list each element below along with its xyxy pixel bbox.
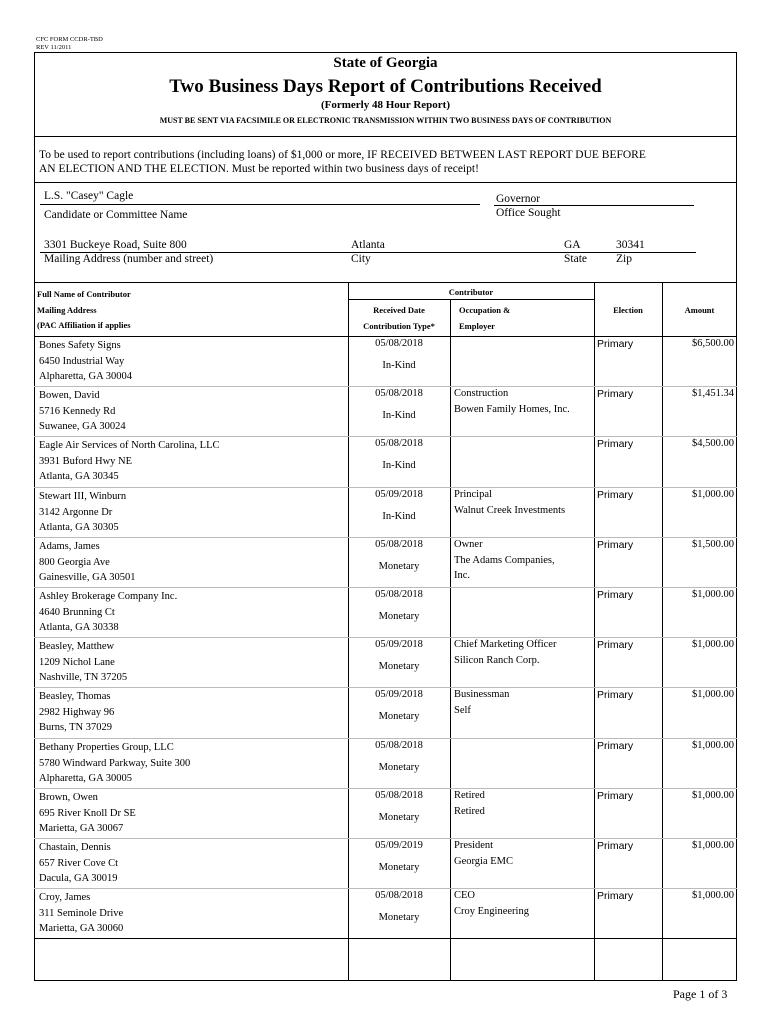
- col-contribution-type-header: Contribution Type*: [363, 321, 435, 331]
- received-date: 05/09/2018: [375, 488, 423, 500]
- contributor-name: Bowen, David: [39, 390, 100, 402]
- col-contributor-name-header: Full Name of Contributor: [37, 289, 131, 299]
- contributor-city: Marietta, GA 30060: [39, 923, 124, 935]
- form-title: Two Business Days Report of Contributions Received: [169, 76, 602, 97]
- occupation: Owner: [454, 538, 483, 550]
- col-election-header: Election: [613, 305, 643, 315]
- election: Primary: [597, 338, 634, 350]
- election: Primary: [597, 388, 634, 401]
- contributor-city: Atlanta, GA 30305: [39, 521, 119, 533]
- city: Atlanta: [351, 239, 385, 251]
- divider: [348, 299, 594, 300]
- contributor-address: 6450 Industrial Way: [39, 356, 125, 367]
- election: Primary: [597, 739, 634, 752]
- employer: Retired: [454, 805, 485, 817]
- contributor-name: Adams, James: [39, 540, 100, 552]
- state: GA: [564, 239, 581, 251]
- form-code: CFC FORM CCDR-TBD: [36, 36, 103, 43]
- zip: 30341: [616, 239, 645, 251]
- row-divider: [34, 788, 737, 789]
- contribution-type: In-Kind: [382, 510, 416, 522]
- divider: [34, 938, 737, 939]
- contributor-city: Atlanta, GA 30338: [39, 622, 119, 633]
- contribution-type: Monetary: [378, 661, 420, 673]
- divider: [34, 282, 737, 283]
- amount: $1,451.34: [692, 388, 734, 400]
- contributor-name: Bones Safety Signs: [39, 340, 121, 351]
- contributor-address: 5780 Windward Parkway, Suite 300: [39, 757, 191, 769]
- election: Primary: [597, 840, 634, 852]
- underline: [494, 205, 694, 206]
- amount: $4,500.00: [692, 438, 734, 450]
- received-date: 05/08/2018: [375, 789, 423, 801]
- occupation: Principal: [454, 488, 492, 500]
- election: Primary: [597, 538, 634, 551]
- amount: $1,000.00: [692, 739, 734, 751]
- row-divider: [34, 386, 737, 387]
- contributor-address: 3142 Argonne Dr: [39, 506, 113, 518]
- divider: [34, 336, 737, 337]
- row-divider: [34, 637, 737, 638]
- election: Primary: [597, 689, 634, 702]
- occupation: Businessman: [454, 689, 510, 701]
- received-date: 05/08/2018: [375, 739, 423, 751]
- row-divider: [34, 487, 737, 488]
- amount: $1,000.00: [692, 890, 734, 902]
- amount: $1,000.00: [692, 639, 734, 651]
- contribution-type: Monetary: [378, 711, 420, 723]
- contribution-type: Monetary: [378, 611, 420, 622]
- received-date: 05/08/2018: [375, 438, 423, 450]
- amount: $1,000.00: [692, 689, 734, 701]
- amount: $1,000.00: [692, 488, 734, 500]
- mailing-address-label: Mailing Address (number and street): [44, 253, 214, 265]
- row-divider: [34, 738, 737, 739]
- contribution-type: Monetary: [378, 560, 420, 572]
- col-occupation-header: Occupation &: [459, 305, 511, 315]
- received-date: 05/09/2019: [375, 840, 423, 851]
- instructions-line-1: To be used to report contributions (including loans) of $1,000 or more, IF RECEIVED BETWEEN LAST REPORT DUE BEFORE: [39, 149, 646, 161]
- transmission-notice: MUST BE SENT VIA FACSIMILE OR ELECTRONIC TRANSMISSION WITHIN TWO BUSINESS DAYS OF CONTRIBUTION: [159, 116, 612, 125]
- row-divider: [34, 537, 737, 538]
- amount: $1,000.00: [692, 589, 734, 600]
- row-divider: [34, 436, 737, 437]
- election: Primary: [597, 789, 634, 802]
- divider: [34, 136, 737, 137]
- received-date: 05/08/2018: [375, 589, 423, 600]
- row-divider: [34, 838, 737, 839]
- election: Primary: [597, 890, 634, 903]
- contribution-type: Monetary: [378, 912, 420, 924]
- contribution-type: Monetary: [378, 761, 420, 773]
- occupation: Retired: [454, 789, 485, 801]
- divider: [34, 182, 737, 183]
- row-divider: [34, 888, 737, 889]
- employer-cont: Inc.: [454, 569, 471, 581]
- col-mailing-address-header: Mailing Address: [37, 305, 97, 315]
- received-date: 05/08/2018: [375, 890, 423, 902]
- page-number: Page 1 of 3: [673, 987, 728, 1001]
- office-sought-label: Office Sought: [496, 207, 561, 219]
- contributor-address: 5716 Kennedy Rd: [39, 406, 116, 418]
- occupation: Construction: [454, 388, 509, 400]
- contribution-type: Monetary: [378, 811, 420, 823]
- election: Primary: [597, 438, 634, 451]
- office-sought: Governor: [496, 193, 541, 205]
- contributor-name: Croy, James: [39, 892, 91, 904]
- amount: $6,500.00: [692, 338, 734, 349]
- form-revision: REV 11/2011: [36, 44, 72, 51]
- contributor-name: Beasley, Thomas: [39, 691, 111, 703]
- contributor-city: Dacula, GA 30019: [39, 873, 118, 884]
- col-pac-affiliation-header: (PAC Affiliation if applies: [37, 320, 131, 330]
- contributor-name: Chastain, Dennis: [39, 842, 111, 853]
- form-subtitle: (Formerly 48 Hour Report): [320, 99, 450, 111]
- contributor-city: Nashville, TN 37205: [39, 672, 128, 684]
- amount: $1,000.00: [692, 789, 734, 801]
- employer: Croy Engineering: [454, 906, 529, 918]
- contributor-name: Beasley, Matthew: [39, 641, 115, 653]
- amount: $1,500.00: [692, 538, 734, 550]
- contributor-name: Ashley Brokerage Company Inc.: [39, 591, 178, 602]
- contributor-group-header: Contributor: [448, 287, 494, 297]
- contributor-city: Alpharetta, GA 30005: [39, 772, 133, 784]
- election: Primary: [597, 639, 634, 652]
- received-date: 05/08/2018: [375, 538, 423, 550]
- contributor-address: 2982 Highway 96: [39, 707, 115, 719]
- underline: [40, 204, 480, 205]
- election: Primary: [597, 488, 634, 501]
- col-employer-header: Employer: [459, 321, 495, 331]
- state-label: State: [564, 253, 587, 265]
- candidate-name: L.S. "Casey" Cagle: [44, 190, 134, 202]
- contributor-name: Eagle Air Services of North Carolina, LLC: [39, 440, 220, 452]
- state-heading: State of Georgia: [333, 55, 438, 71]
- contributor-address: 1209 Nichol Lane: [39, 657, 115, 669]
- employer: The Adams Companies,: [454, 554, 555, 566]
- underline: [40, 252, 696, 253]
- occupation: CEO: [454, 890, 475, 902]
- employer: Walnut Creek Investments: [454, 504, 566, 516]
- row-divider: [34, 687, 737, 688]
- contributor-city: Alpharetta, GA 30004: [39, 371, 133, 382]
- received-date: 05/08/2018: [375, 388, 423, 400]
- received-date: 05/08/2018: [375, 338, 423, 349]
- employer: Silicon Ranch Corp.: [454, 655, 540, 667]
- contributor-address: 695 River Knoll Dr SE: [39, 807, 136, 819]
- zip-label: Zip: [616, 253, 632, 265]
- candidate-name-label: Candidate or Committee Name: [44, 209, 188, 221]
- contributor-address: 657 River Cove Ct: [39, 858, 119, 869]
- mailing-address: 3301 Buckeye Road, Suite 800: [44, 239, 187, 251]
- election: Primary: [597, 589, 634, 601]
- instructions-line-2: AN ELECTION AND THE ELECTION. Must be reported within two business days of receipt!: [39, 163, 479, 175]
- contribution-type: In-Kind: [382, 410, 416, 422]
- contributor-name: Brown, Owen: [39, 791, 98, 803]
- contributor-name: Stewart III, Winburn: [39, 490, 127, 502]
- received-date: 05/09/2018: [375, 689, 423, 701]
- employer: Self: [454, 705, 471, 717]
- contribution-type: In-Kind: [382, 460, 416, 472]
- amount: $1,000.00: [692, 840, 734, 851]
- contributor-address: 4640 Brunning Ct: [39, 607, 115, 618]
- employer: Bowen Family Homes, Inc.: [454, 404, 570, 416]
- occupation: President: [454, 840, 494, 851]
- contributor-city: Marietta, GA 30067: [39, 822, 124, 834]
- city-label: City: [351, 253, 371, 265]
- received-date: 05/09/2018: [375, 639, 423, 651]
- column-divider: [450, 299, 451, 981]
- contributor-name: Bethany Properties Group, LLC: [39, 741, 174, 753]
- occupation: Chief Marketing Officer: [454, 639, 557, 651]
- col-received-date-header: Received Date: [373, 305, 425, 315]
- contribution-type: In-Kind: [382, 360, 416, 371]
- contributor-city: Gainesville, GA 30501: [39, 571, 136, 583]
- contributor-city: Burns, TN 37029: [39, 722, 113, 734]
- contributor-address: 311 Seminole Drive: [39, 908, 124, 920]
- contributor-address: 3931 Buford Hwy NE: [39, 456, 133, 468]
- contributor-city: Atlanta, GA 30345: [39, 471, 119, 483]
- employer: Georgia EMC: [454, 856, 514, 867]
- row-divider: [34, 587, 737, 588]
- col-amount-header: Amount: [684, 305, 715, 315]
- contribution-type: Monetary: [378, 862, 420, 873]
- contributor-city: Suwanee, GA 30024: [39, 421, 126, 433]
- contributor-address: 800 Georgia Ave: [39, 556, 110, 568]
